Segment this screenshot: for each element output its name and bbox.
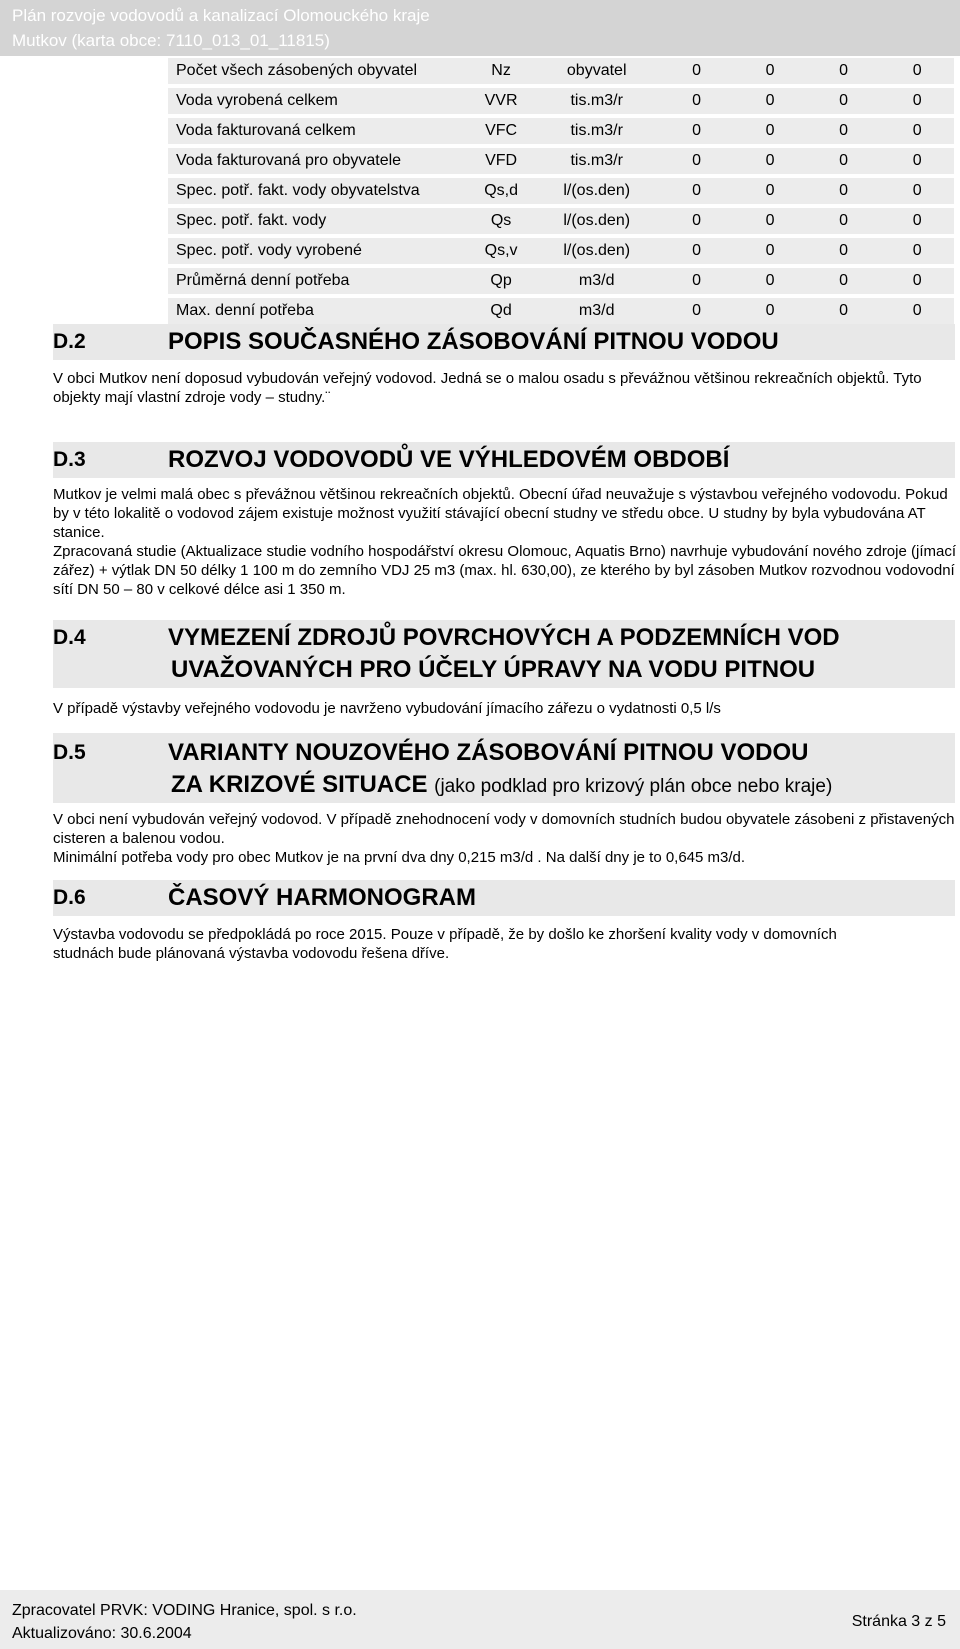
parameters-table xyxy=(168,54,954,328)
param-symbol: Qs,v xyxy=(469,238,534,264)
param-value: 0 xyxy=(807,298,881,324)
table-row xyxy=(168,238,954,264)
param-unit: tis.m3/r xyxy=(534,148,660,174)
param-unit: l/(os.den) xyxy=(534,208,660,234)
param-value: 0 xyxy=(880,118,954,144)
param-value: 0 xyxy=(733,148,807,174)
param-name: Spec. potř. fakt. vody obyvatelstva xyxy=(168,178,469,204)
param-unit: m3/d xyxy=(534,298,660,324)
param-value: 0 xyxy=(807,148,881,174)
section-title-line-2: UVAŽOVANÝCH PRO ÚČELY ÚPRAVY NA VODU PITNOU xyxy=(171,656,816,683)
param-value: 0 xyxy=(660,88,734,114)
section-number: D.4 xyxy=(53,626,86,649)
param-value: 0 xyxy=(733,208,807,234)
param-value: 0 xyxy=(660,298,734,324)
param-value: 0 xyxy=(660,58,734,84)
param-unit: l/(os.den) xyxy=(534,238,660,264)
param-value: 0 xyxy=(807,58,881,84)
param-name: Počet všech zásobených obyvatel xyxy=(168,58,469,84)
param-name: Spec. potř. fakt. vody xyxy=(168,208,469,234)
page-footer xyxy=(0,1590,960,1649)
param-value: 0 xyxy=(880,268,954,294)
section-d4-paragraph: V případě výstavby veřejného vodovodu je navrženo vybudování jímacího zářezu o vydatnosti 0,5 l/s xyxy=(53,700,721,717)
section-title-main: ZA KRIZOVÉ SITUACE xyxy=(171,771,428,798)
table-row xyxy=(168,88,954,114)
param-value: 0 xyxy=(880,208,954,234)
footer-page-number: Stránka 3 z 5 xyxy=(851,1613,946,1630)
table-row xyxy=(168,178,954,204)
param-value: 0 xyxy=(660,178,734,204)
param-unit: obyvatel xyxy=(534,58,660,84)
section-number: D.6 xyxy=(53,886,86,909)
param-name: Průměrná denní potřeba xyxy=(168,268,469,294)
param-value: 0 xyxy=(660,148,734,174)
param-value: 0 xyxy=(880,88,954,114)
param-name: Voda fakturovaná pro obyvatele xyxy=(168,148,469,174)
section-d5-paragraph-2: Minimální potřeba vody pro obec Mutkov je na první dva dny 0,215 m3/d . Na další dny je to 0,645 m3/d. xyxy=(53,849,746,866)
section-title: ČASOVÝ HARMONOGRAM xyxy=(168,884,477,911)
table-row xyxy=(168,268,954,294)
param-symbol: Qp xyxy=(469,268,534,294)
table-row xyxy=(168,298,954,324)
param-symbol: VFD xyxy=(469,148,534,174)
table-row xyxy=(168,118,954,144)
table-row xyxy=(168,58,954,84)
section-d3-heading xyxy=(53,442,955,478)
param-value: 0 xyxy=(733,88,807,114)
param-name: Spec. potř. vody vyrobené xyxy=(168,238,469,264)
param-value: 0 xyxy=(733,178,807,204)
param-symbol: Qs,d xyxy=(469,178,534,204)
param-unit: tis.m3/r xyxy=(534,118,660,144)
section-number: D.3 xyxy=(53,448,86,471)
table-row xyxy=(168,148,954,174)
section-d4-heading xyxy=(53,620,955,688)
param-value: 0 xyxy=(733,268,807,294)
section-d5-heading xyxy=(53,733,955,803)
param-value: 0 xyxy=(733,238,807,264)
param-symbol: Qd xyxy=(469,298,534,324)
footer-updated: Aktualizováno: 30.6.2004 xyxy=(12,1625,192,1642)
section-title-line-2 xyxy=(171,771,832,799)
param-name: Voda fakturovaná celkem xyxy=(168,118,469,144)
footer-processor: Zpracovatel PRVK: VODING Hranice, spol. s r.o. xyxy=(12,1602,357,1619)
param-value: 0 xyxy=(807,178,881,204)
param-value: 0 xyxy=(660,238,734,264)
param-value: 0 xyxy=(880,148,954,174)
param-value: 0 xyxy=(660,208,734,234)
header-subtitle: Mutkov (karta obce: 7110_013_01_11815) xyxy=(12,31,330,50)
section-d2-paragraph: V obci Mutkov není doposud vybudován veřejný vodovod. Jedná se o malou osadu s převážnou většinou rekreačních objektů. Tyto objekty mají vlastní zdroje vody – studny.¨ xyxy=(53,370,922,406)
param-symbol: VFC xyxy=(469,118,534,144)
param-value: 0 xyxy=(880,238,954,264)
param-symbol: VVR xyxy=(469,88,534,114)
param-symbol: Nz xyxy=(469,58,534,84)
param-name: Voda vyrobená celkem xyxy=(168,88,469,114)
param-value: 0 xyxy=(733,118,807,144)
section-d5-paragraph-1: V obci není vybudován veřejný vodovod. V případě znehodnocení vody v domovních studních budou obyvatele zásobeni z přistavených cisteren a balenou vodou. xyxy=(53,811,955,847)
page-header xyxy=(0,0,960,56)
param-value: 0 xyxy=(807,268,881,294)
section-title-line-1: VYMEZENÍ ZDROJŮ POVRCHOVÝCH A PODZEMNÍCH VOD xyxy=(168,624,840,651)
section-number: D.5 xyxy=(53,741,86,764)
param-value: 0 xyxy=(660,268,734,294)
param-value: 0 xyxy=(733,58,807,84)
table-row xyxy=(168,208,954,234)
param-value: 0 xyxy=(807,208,881,234)
param-value: 0 xyxy=(807,88,881,114)
section-title-note: (jako podklad pro krizový plán obce nebo kraje) xyxy=(434,776,833,797)
section-number: D.2 xyxy=(53,330,86,353)
section-d2-heading xyxy=(53,324,955,360)
parameters-table-body xyxy=(168,58,954,324)
header-title: Plán rozvoje vodovodů a kanalizací Olomouckého kraje xyxy=(12,6,430,25)
param-value: 0 xyxy=(880,298,954,324)
param-unit: m3/d xyxy=(534,268,660,294)
param-value: 0 xyxy=(660,118,734,144)
section-title-line-1: VARIANTY NOUZOVÉHO ZÁSOBOVÁNÍ PITNOU VODOU xyxy=(168,739,809,766)
section-title: ROZVOJ VODOVODŮ VE VÝHLEDOVÉM OBDOBÍ xyxy=(168,446,730,473)
param-value: 0 xyxy=(807,238,881,264)
section-d6-heading xyxy=(53,880,955,916)
section-d6-paragraph: Výstavba vodovodu se předpokládá po roce 2015. Pouze v případě, že by došlo ke zhoršení kvality vody v domovních studnách bude plánovaná výstavba vodovodu řešena dříve. xyxy=(53,926,837,962)
section-d3-paragraph-1: Mutkov je velmi malá obec s převážnou většinou rekreačních objektů. Obecní úřad neuvažuje s výstavbou veřejného vodovodu. Pokud by v této lokalitě o vodovod zájem existuje možnost využití stávající obecní studny ve středu obce. U studny by byla vybudována AT stanice. xyxy=(53,486,948,541)
param-value: 0 xyxy=(733,298,807,324)
param-name: Max. denní potřeba xyxy=(168,298,469,324)
param-unit: tis.m3/r xyxy=(534,88,660,114)
param-unit: l/(os.den) xyxy=(534,178,660,204)
param-value: 0 xyxy=(880,58,954,84)
param-value: 0 xyxy=(807,118,881,144)
section-title: POPIS SOUČASNÉHO ZÁSOBOVÁNÍ PITNOU VODOU xyxy=(168,328,779,355)
param-symbol: Qs xyxy=(469,208,534,234)
param-value: 0 xyxy=(880,178,954,204)
section-d3-paragraph-2: Zpracovaná studie (Aktualizace studie vodního hospodářství okresu Olomouc, Aquatis Brno) navrhuje vybudování nového zdroje (jímací zářez) + výtlak DN 50 délky 1 100 m do zemního VDJ 25 m3 (max. hl. 630,00), ze kterého by byl zásoben Mutkov rozvodnou vodovodní sítí DN 50 – 80 v celkové délce asi 1 350 m. xyxy=(53,543,956,598)
